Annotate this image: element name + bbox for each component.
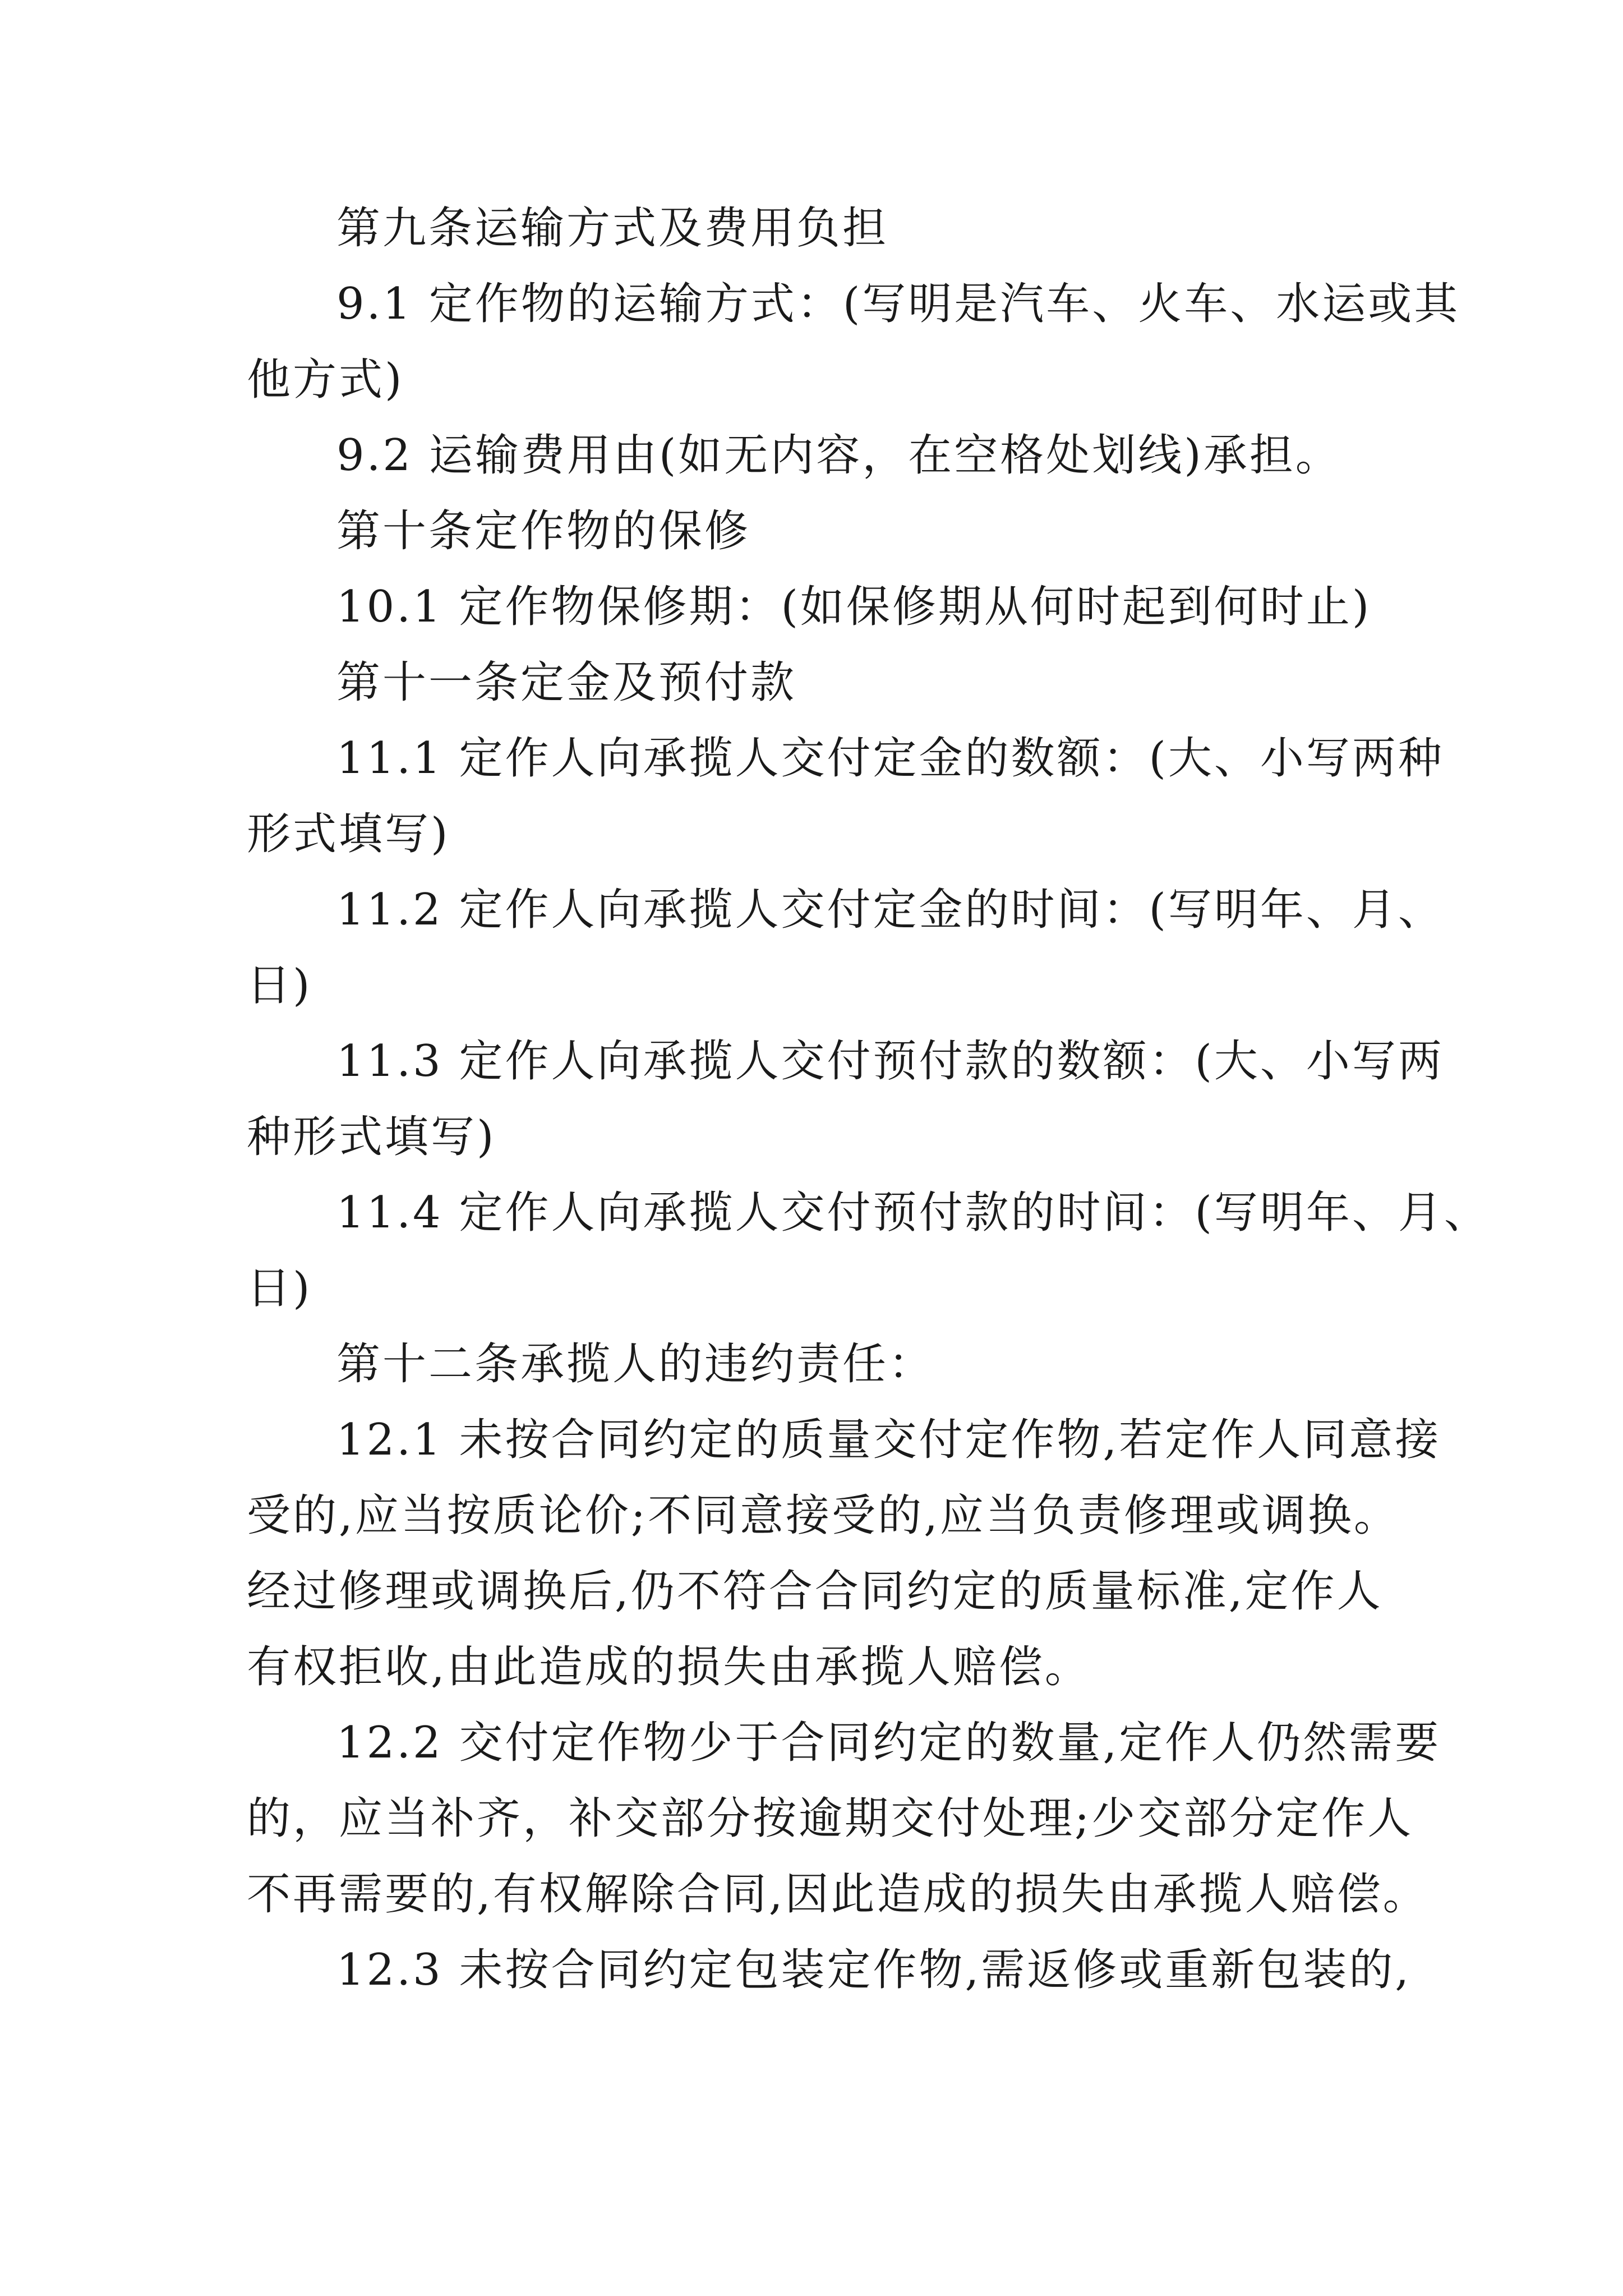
clause-11-4-cont: 日) (247, 1263, 312, 1314)
clause-11-2: 11.2 定作人向承揽人交付定金的时间：(写明年、月、 (336, 885, 1444, 935)
clause-9-2: 9.2 运输费用由(如无内容，在空格处划线)承担。 (336, 430, 1341, 481)
clause-11-2-cont: 日) (247, 960, 312, 1011)
article-10-heading: 第十条定作物的保修 (336, 506, 751, 556)
clause-12-1-cont-3: 有权拒收,由此造成的损失由承揽人赔偿。 (247, 1642, 1091, 1692)
clause-12-1: 12.1 未按合同约定的质量交付定作物,若定作人同意接 (336, 1415, 1441, 1465)
clause-10-1: 10.1 定作物保修期：(如保修期从何时起到何时止) (336, 582, 1372, 632)
article-12-heading: 第十二条承揽人的违约责任： (336, 1339, 935, 1389)
article-9-heading: 第九条运输方式及费用负担 (336, 203, 889, 254)
article-11-heading: 第十一条定金及预付款 (336, 657, 797, 708)
clause-11-1-cont: 形式填写) (247, 809, 450, 859)
document-body (247, 191, 1490, 2008)
clause-9-1: 9.1 定作物的运输方式：(写明是汽车、火车、水运或其 (336, 279, 1460, 329)
clause-9-1-cont: 他方式) (247, 355, 404, 405)
clause-11-1: 11.1 定作人向承揽人交付定金的数额：(大、小写两种 (336, 733, 1444, 784)
clause-11-4: 11.4 定作人向承揽人交付预付款的时间：(写明年、月、 (336, 1188, 1490, 1238)
clause-12-2-cont-2: 不再需要的,有权解除合同,因此造成的损失由承揽人赔偿。 (247, 1869, 1429, 1920)
clause-11-3: 11.3 定作人向承揽人交付预付款的数额：(大、小写两 (336, 1036, 1444, 1087)
clause-12-3: 12.3 未按合同约定包装定作物,需返修或重新包装的, (336, 1945, 1412, 1995)
clause-12-1-cont-2: 经过修理或调换后,仍不符合合同约定的质量标准,定作人 (247, 1566, 1383, 1617)
clause-12-2-cont-1: 的，应当补齐，补交部分按逾期交付处理;少交部分定作人 (247, 1793, 1414, 1844)
clause-12-2: 12.2 交付定作物少于合同约定的数量,定作人仍然需要 (336, 1718, 1441, 1768)
clause-11-3-cont: 种形式填写) (247, 1112, 496, 1162)
clause-12-1-cont-1: 受的,应当按质论价;不同意接受的,应当负责修理或调换。 (247, 1490, 1400, 1541)
